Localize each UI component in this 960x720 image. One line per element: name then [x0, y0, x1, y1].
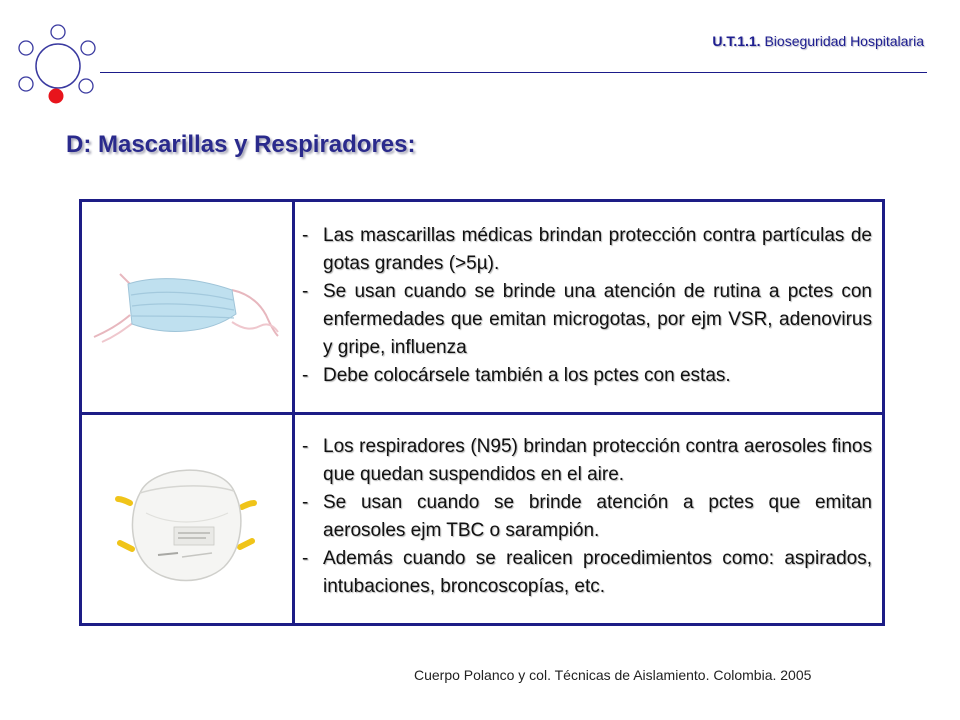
slide-title: D: Mascarillas y Respiradores: [66, 131, 416, 158]
surgical-mask-image [82, 202, 292, 412]
text-cell [300, 433, 872, 601]
image-cell [82, 202, 292, 412]
citation: Cuerpo Polanco y col. Técnicas de Aislamiento. Colombia. 2005 [414, 667, 812, 683]
course-header [712, 33, 924, 49]
course-title: Bioseguridad Hospitalaria [764, 33, 924, 49]
text-cell [300, 222, 872, 390]
list-item: - Se usan cuando se brinde una atención de rutina a pctes con enfermedades que emitan microgotas, por ejm VSR, adenovirus y gripe, influenza [302, 281, 872, 358]
bullet-text: Las mascarillas médicas brindan protección contra partículas de gotas grandes (>5µ). [323, 225, 872, 274]
bullet-text: Los respiradores (N95) brindan protección contra aerosoles finos que quedan suspendidos en el aire. [323, 436, 872, 485]
list-item: - Los respiradores (N95) brindan protección contra aerosoles finos que quedan suspendidos en el aire. [302, 436, 872, 485]
bullet-text: Además cuando se realicen procedimientos como: aspirados, intubaciones, broncoscopías, etc. [323, 548, 872, 597]
bullet-text: Debe colocársele también a los pctes con estas. [323, 365, 731, 386]
n95-respirator-image [82, 415, 292, 623]
course-code: U.T.1.1. [712, 33, 761, 49]
table-row-respirators [82, 415, 882, 623]
bullet-text: Se usan cuando se brinde atención a pctes que emitan aerosoles ejm TBC o sarampión. [323, 492, 872, 541]
list-item: - Además cuando se realicen procedimientos como: aspirados, intubaciones, broncoscopías, etc. [302, 548, 872, 597]
circles-logo-icon [14, 22, 100, 104]
image-cell [82, 415, 292, 623]
content-table [79, 199, 885, 626]
list-item: - Debe colocársele también a los pctes con estas. [302, 365, 731, 386]
header-divider [100, 72, 927, 73]
list-item: - Las mascarillas médicas brindan protección contra partículas de gotas grandes (>5µ). [302, 225, 872, 274]
table-row-masks [82, 202, 882, 412]
bullet-text: Se usan cuando se brinde una atención de rutina a pctes con enfermedades que emitan microgotas, por ejm VSR, adenovirus y gripe, influenza [323, 281, 872, 358]
list-item: - Se usan cuando se brinde atención a pctes que emitan aerosoles ejm TBC o sarampión. [302, 492, 872, 541]
